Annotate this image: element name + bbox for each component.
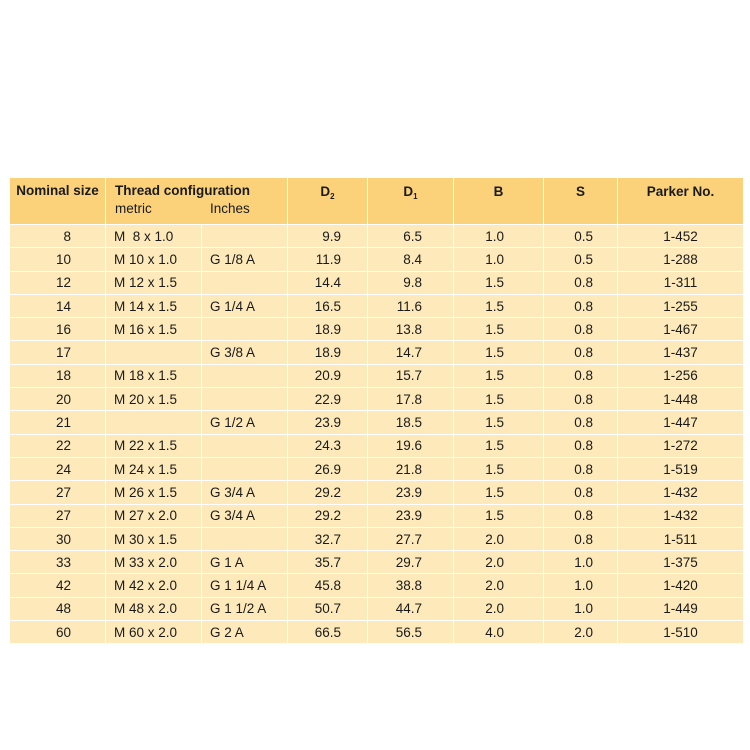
cell-metric-thread: M 33 x 2.0 [106, 550, 202, 573]
cell-s: 0.8 [544, 387, 618, 410]
cell-nominal-size: 12 [10, 271, 106, 294]
cell-metric-thread: M 22 x 1.5 [106, 434, 202, 457]
cell-d2: 24.3 [288, 434, 368, 457]
cell-nominal-size: 42 [10, 573, 106, 596]
cell-d2: 11.9 [288, 247, 368, 270]
cell-s: 2.0 [544, 620, 618, 643]
cell-metric-thread [106, 410, 202, 433]
cell-s: 0.8 [544, 294, 618, 317]
table-row [10, 387, 743, 410]
header-thread-configuration [106, 178, 288, 224]
cell-inch-thread [202, 271, 288, 294]
cell-d2: 18.9 [288, 340, 368, 363]
cell-nominal-size: 14 [10, 294, 106, 317]
header-b: B [454, 178, 544, 224]
cell-s: 0.8 [544, 527, 618, 550]
cell-d1: 23.9 [368, 504, 454, 527]
cell-b: 2.0 [454, 550, 544, 573]
cell-s: 0.8 [544, 504, 618, 527]
cell-b: 1.5 [454, 387, 544, 410]
table-header [10, 178, 743, 224]
cell-parker-no: 1-447 [618, 410, 743, 433]
cell-d2: 32.7 [288, 527, 368, 550]
cell-d1: 27.7 [368, 527, 454, 550]
header-parker-no: Parker No. [618, 178, 743, 224]
cell-d1: 38.8 [368, 573, 454, 596]
cell-inch-thread [202, 387, 288, 410]
cell-metric-thread: M 24 x 1.5 [106, 457, 202, 480]
cell-b: 2.0 [454, 573, 544, 596]
cell-inch-thread: G 3/4 A [202, 504, 288, 527]
cell-b: 1.5 [454, 340, 544, 363]
cell-d2: 45.8 [288, 573, 368, 596]
cell-metric-thread: M 14 x 1.5 [106, 294, 202, 317]
cell-d2: 29.2 [288, 480, 368, 503]
cell-d2: 22.9 [288, 387, 368, 410]
header-s: S [544, 178, 618, 224]
cell-d1: 17.8 [368, 387, 454, 410]
cell-inch-thread: G 1 1/4 A [202, 573, 288, 596]
cell-parker-no: 1-256 [618, 364, 743, 387]
cell-nominal-size: 27 [10, 504, 106, 527]
cell-parker-no: 1-511 [618, 527, 743, 550]
table-row [10, 457, 743, 480]
cell-d2: 16.5 [288, 294, 368, 317]
cell-d2: 23.9 [288, 410, 368, 433]
cell-b: 1.0 [454, 247, 544, 270]
cell-inch-thread [202, 457, 288, 480]
cell-d1: 9.8 [368, 271, 454, 294]
cell-nominal-size: 30 [10, 527, 106, 550]
cell-parker-no: 1-272 [618, 434, 743, 457]
table-row [10, 480, 743, 503]
cell-d2: 26.9 [288, 457, 368, 480]
cell-b: 1.5 [454, 410, 544, 433]
cell-d1: 6.5 [368, 224, 454, 247]
cell-inch-thread [202, 224, 288, 247]
cell-s: 0.8 [544, 457, 618, 480]
cell-d1: 13.8 [368, 317, 454, 340]
table-body [10, 224, 743, 643]
cell-d1: 21.8 [368, 457, 454, 480]
cell-parker-no: 1-420 [618, 573, 743, 596]
cell-nominal-size: 21 [10, 410, 106, 433]
table-row [10, 434, 743, 457]
cell-d2: 50.7 [288, 597, 368, 620]
cell-d1: 14.7 [368, 340, 454, 363]
table-row [10, 573, 743, 596]
cell-inch-thread: G 1 1/2 A [202, 597, 288, 620]
cell-d1: 11.6 [368, 294, 454, 317]
cell-parker-no: 1-432 [618, 480, 743, 503]
cell-nominal-size: 48 [10, 597, 106, 620]
table-row [10, 271, 743, 294]
cell-d2: 66.5 [288, 620, 368, 643]
cell-parker-no: 1-452 [618, 224, 743, 247]
cell-nominal-size: 33 [10, 550, 106, 573]
header-d2: $D_2$ [288, 178, 368, 224]
cell-s: 1.0 [544, 597, 618, 620]
table-row [10, 340, 743, 363]
cell-inch-thread: G 3/4 A [202, 480, 288, 503]
cell-inch-thread: G 2 A [202, 620, 288, 643]
cell-d2: 18.9 [288, 317, 368, 340]
cell-d1: 18.5 [368, 410, 454, 433]
header-thread-label: Thread configuration [115, 183, 250, 198]
table-row [10, 247, 743, 270]
cell-b: 2.0 [454, 527, 544, 550]
cell-s: 0.8 [544, 271, 618, 294]
cell-b: 1.5 [454, 364, 544, 387]
cell-b: 1.5 [454, 480, 544, 503]
cell-metric-thread [106, 340, 202, 363]
cell-d1: 56.5 [368, 620, 454, 643]
cell-parker-no: 1-432 [618, 504, 743, 527]
cell-metric-thread: M 48 x 2.0 [106, 597, 202, 620]
cell-metric-thread: M 20 x 1.5 [106, 387, 202, 410]
cell-parker-no: 1-255 [618, 294, 743, 317]
header-nominal-size: Nominal size [10, 178, 106, 224]
cell-b: 2.0 [454, 597, 544, 620]
cell-inch-thread: G 1/8 A [202, 247, 288, 270]
cell-nominal-size: 27 [10, 480, 106, 503]
cell-metric-thread: M 60 x 2.0 [106, 620, 202, 643]
cell-metric-thread: M 12 x 1.5 [106, 271, 202, 294]
table-row [10, 317, 743, 340]
dimensions-table [10, 178, 743, 643]
cell-metric-thread: M 8 x 1.0 [106, 224, 202, 247]
cell-d1: 44.7 [368, 597, 454, 620]
table-row [10, 620, 743, 643]
cell-inch-thread [202, 364, 288, 387]
cell-inch-thread: G 1/2 A [202, 410, 288, 433]
cell-s: 1.0 [544, 573, 618, 596]
cell-nominal-size: 10 [10, 247, 106, 270]
cell-nominal-size: 16 [10, 317, 106, 340]
cell-parker-no: 1-519 [618, 457, 743, 480]
cell-s: 0.8 [544, 364, 618, 387]
cell-nominal-size: 60 [10, 620, 106, 643]
cell-d2: 20.9 [288, 364, 368, 387]
cell-parker-no: 1-510 [618, 620, 743, 643]
cell-d2: 14.4 [288, 271, 368, 294]
cell-nominal-size: 22 [10, 434, 106, 457]
cell-s: 1.0 [544, 550, 618, 573]
cell-s: 0.8 [544, 317, 618, 340]
cell-parker-no: 1-288 [618, 247, 743, 270]
cell-b: 1.5 [454, 294, 544, 317]
cell-metric-thread: M 42 x 2.0 [106, 573, 202, 596]
cell-inch-thread: G 1/4 A [202, 294, 288, 317]
cell-d1: 8.4 [368, 247, 454, 270]
table-row [10, 504, 743, 527]
cell-d1: 19.6 [368, 434, 454, 457]
table-row [10, 527, 743, 550]
table-row [10, 597, 743, 620]
cell-b: 1.5 [454, 504, 544, 527]
cell-s: 0.8 [544, 340, 618, 363]
cell-nominal-size: 24 [10, 457, 106, 480]
cell-b: 4.0 [454, 620, 544, 643]
cell-metric-thread: M 16 x 1.5 [106, 317, 202, 340]
cell-s: 0.5 [544, 247, 618, 270]
cell-b: 1.0 [454, 224, 544, 247]
cell-parker-no: 1-437 [618, 340, 743, 363]
table-row [10, 294, 743, 317]
cell-d2: 29.2 [288, 504, 368, 527]
cell-metric-thread: M 27 x 2.0 [106, 504, 202, 527]
table-row [10, 410, 743, 433]
table-row [10, 224, 743, 247]
cell-inch-thread: G 1 A [202, 550, 288, 573]
cell-parker-no: 1-375 [618, 550, 743, 573]
cell-parker-no: 1-467 [618, 317, 743, 340]
cell-b: 1.5 [454, 457, 544, 480]
cell-s: 0.5 [544, 224, 618, 247]
cell-metric-thread: M 26 x 1.5 [106, 480, 202, 503]
cell-parker-no: 1-311 [618, 271, 743, 294]
cell-nominal-size: 18 [10, 364, 106, 387]
cell-d2: 35.7 [288, 550, 368, 573]
cell-inch-thread: G 3/8 A [202, 340, 288, 363]
cell-b: 1.5 [454, 317, 544, 340]
cell-s: 0.8 [544, 480, 618, 503]
cell-d2: 9.9 [288, 224, 368, 247]
cell-b: 1.5 [454, 271, 544, 294]
cell-metric-thread: M 18 x 1.5 [106, 364, 202, 387]
cell-metric-thread: M 10 x 1.0 [106, 247, 202, 270]
cell-inch-thread [202, 527, 288, 550]
header-d1: $D_1$ [368, 178, 454, 224]
cell-inch-thread [202, 317, 288, 340]
cell-b: 1.5 [454, 434, 544, 457]
cell-d1: 29.7 [368, 550, 454, 573]
cell-d1: 23.9 [368, 480, 454, 503]
table-row [10, 550, 743, 573]
cell-d1: 15.7 [368, 364, 454, 387]
header-inches: Inches [210, 201, 250, 216]
cell-nominal-size: 8 [10, 224, 106, 247]
cell-parker-no: 1-449 [618, 597, 743, 620]
cell-s: 0.8 [544, 434, 618, 457]
cell-s: 0.8 [544, 410, 618, 433]
cell-inch-thread [202, 434, 288, 457]
cell-metric-thread: M 30 x 1.5 [106, 527, 202, 550]
cell-nominal-size: 20 [10, 387, 106, 410]
cell-parker-no: 1-448 [618, 387, 743, 410]
header-metric: metric [115, 201, 152, 216]
cell-nominal-size: 17 [10, 340, 106, 363]
table-row [10, 364, 743, 387]
